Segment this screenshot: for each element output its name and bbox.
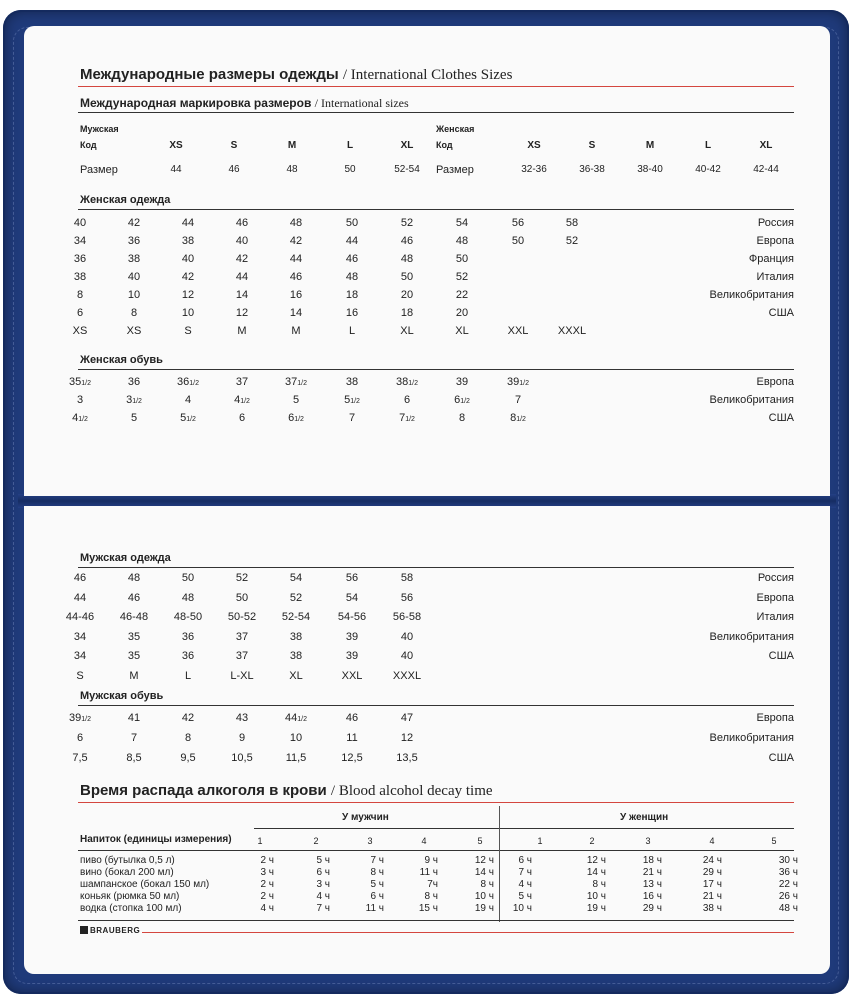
size-cell: 441/2 [285,712,307,724]
alcohol-col-women: 3 [645,836,651,846]
alcohol-women-value: 21 ч [642,867,662,878]
alcohol-women-value: 36 ч [778,867,798,878]
women-code: L [704,140,712,151]
size-cell: 11,5 [285,752,307,764]
size-cell: 35 [127,650,141,662]
alcohol-women-label: У женщин [620,812,669,823]
size-cell: 48-50 [173,611,203,623]
size-cell: 61/2 [454,394,470,406]
country-label: Европа [756,712,794,724]
size-cell: 42 [181,271,195,283]
women-code: S [588,140,596,151]
alcohol-women-value: 30 ч [778,855,798,866]
size-cell: 48 [455,235,469,247]
men-code: L [346,140,354,151]
size-cell: 38 [181,235,195,247]
size-cell: XXXL [392,669,422,682]
country-label: Россия [757,572,794,584]
subtitle-en: / International sizes [314,96,409,110]
size-cell: 6 [403,394,411,406]
alcohol-col-men: 1 [257,836,263,846]
size-cell: 46-48 [119,611,149,623]
size-cell: 7 [130,732,138,744]
alcohol-women-value: 19 ч [586,903,606,914]
size-cell: 50 [400,271,414,283]
men-shoes-title: Мужская обувь [80,690,164,702]
size-cell: 36 [181,630,195,643]
size-cell: 40 [181,253,195,265]
size-cell: 54-56 [337,611,367,623]
alcohol-drink-header: Напиток (единицы измерения) [80,834,232,845]
country-label: Великобритания [709,394,794,406]
size-cell: XXXL [557,325,587,337]
size-cell: 41/2 [234,394,250,406]
alcohol-bottom-rule [78,920,794,921]
size-cell: 7,5 [72,752,88,764]
alcohol-drink: вино (бокал 200 мл) [80,867,174,878]
country-label: США [768,752,794,764]
size-cell: 48 [345,271,359,283]
women-size: 32-36 [521,164,547,175]
size-cell: M [291,325,301,337]
size-cell: XS [126,325,142,337]
alcohol-men-value: 2 ч [260,855,274,866]
alcohol-drink: водка (стопка 100 мл) [80,903,182,914]
size-cell: 391/2 [69,712,91,724]
size-cell: 44 [181,217,195,229]
brand-logo [80,926,140,935]
alcohol-col-men: 2 [313,836,319,846]
men-size: 50 [344,164,356,175]
women-shoes-title: Женская обувь [80,354,163,366]
alcohol-women-value: 26 ч [778,891,798,902]
size-cell: 36 [127,376,141,388]
alcohol-men-value: 2 ч [260,891,274,902]
size-cell: 71/2 [399,412,415,424]
size-cell: 18 [400,307,414,319]
women-code: XL [759,140,773,151]
alcohol-men-value: 9 ч [424,855,438,866]
alcohol-women-value: 5 ч [518,891,532,902]
size-cell: 41/2 [72,412,88,424]
size-cell: 9 [238,732,246,744]
size-cell: 58 [565,217,579,229]
size-cell: 38 [127,253,141,265]
size-cell: 36 [73,253,87,265]
size-cell: 44 [289,253,303,265]
size-cell: 14 [235,289,249,301]
footer-rule [142,932,794,933]
alcohol-col-men: 4 [421,836,427,846]
alcohol-title-ru: Время распада алкоголя в крови [80,782,327,799]
alcohol-women-value: 13 ч [642,879,662,890]
alcohol-men-value: 6 ч [316,867,330,878]
size-cell: 43 [235,712,249,724]
country-label: Великобритания [709,732,794,744]
country-label: США [768,412,794,424]
women-shoes-table [24,26,830,496]
size-cell: S [184,325,192,337]
size-cell: 8 [130,307,138,319]
men-clothes-title: Мужская одежда [80,552,171,564]
size-cell: 37 [235,376,249,388]
alcohol-men-value: 5 ч [316,855,330,866]
alcohol-drink: коньяк (рюмка 50 мл) [80,891,180,902]
country-label: Великобритания [709,289,794,301]
alcohol-men-value: 2 ч [260,879,274,890]
bottom-page [24,506,830,974]
size-cell: 8 [76,289,84,301]
size-cell: 40 [235,235,249,247]
men-size: 48 [286,164,298,175]
size-cell: 56 [345,572,359,584]
alcohol-men-value: 19 ч [474,903,494,914]
alcohol-men-value: 10 ч [474,891,494,902]
alcohol-col-women: 5 [771,836,777,846]
size-cell: 40 [127,271,141,283]
alcohol-women-value: 10 ч [512,903,532,914]
size-cell: 48 [181,591,195,604]
size-cell: 40 [400,630,414,643]
size-cell: 34 [73,235,87,247]
size-cell: 8,5 [126,752,142,764]
men-code: M [287,140,297,151]
size-cell: 56 [511,217,525,229]
alcohol-men-value: 11 ч [365,903,384,914]
size-cell: 48 [400,253,414,265]
size-cell: S [76,669,84,682]
size-cell: 52 [289,591,303,604]
size-cell: 54 [455,217,469,229]
size-cell: 46 [345,253,359,265]
size-cell: M [237,325,247,337]
size-cell: 4 [184,394,192,406]
size-cell: 381/2 [396,376,418,388]
size-cell: L [184,669,192,682]
size-cell: 8 [458,412,466,424]
size-cell: 44 [73,591,87,604]
alcohol-women-value: 38 ч [702,903,722,914]
size-cell: 41 [127,712,141,724]
size-cell: 52 [400,217,414,229]
country-label: Франция [748,253,794,265]
alcohol-col-women: 2 [589,836,595,846]
size-cell: 38 [289,630,303,643]
country-label: Европа [756,591,794,604]
title-ru: Международные размеры одежды [80,66,339,83]
size-cell: M [129,669,139,682]
men-intl-label: Мужская [80,124,119,134]
women-code: M [645,140,655,151]
brand-text: BRAUBERG [90,926,141,935]
size-cell: 34 [73,630,87,643]
country-label: Великобритания [709,630,794,643]
size-cell: 56 [400,591,414,604]
alcohol-col-women: 4 [709,836,715,846]
size-cell: 22 [455,289,469,301]
size-cell: 13,5 [396,752,418,764]
men-code-label: Код [80,140,97,150]
size-cell: XL [400,325,414,337]
country-label: Италия [756,611,794,623]
men-code: XS [169,140,183,151]
size-cell: 61/2 [288,412,304,424]
alcohol-men-value: 8 ч [424,891,438,902]
alcohol-women-value: 16 ч [642,891,662,902]
size-cell: 58 [400,572,414,584]
size-cell: 42 [289,235,303,247]
size-cell: 10 [289,732,303,744]
size-cell: 371/2 [285,376,307,388]
size-cell: 52 [565,235,579,247]
size-cell: 46 [345,712,359,724]
alcohol-men-value: 7 ч [316,903,330,914]
country-label: Италия [756,271,794,283]
size-cell: 9,5 [180,752,196,764]
size-cell: 54 [345,591,359,604]
size-cell: XL [455,325,469,337]
alcohol-men-value: 3 ч [316,879,330,890]
alcohol-women-value: 29 ч [642,903,662,914]
size-cell: 44 [345,235,359,247]
size-cell: 3 [76,394,84,406]
size-cell: 81/2 [510,412,526,424]
size-cell: 48 [289,217,303,229]
alcohol-men-value: 4 ч [260,903,274,914]
size-cell: 10,5 [231,752,253,764]
alcohol-table [24,506,830,974]
size-cell: 47 [400,712,414,724]
alcohol-men-value: 15 ч [418,903,438,914]
size-cell: 12 [400,732,414,744]
size-cell: 42 [235,253,249,265]
size-cell: 51/2 [180,412,196,424]
size-cell: 34 [73,650,87,662]
alcohol-men-value: 14 ч [474,867,494,878]
size-cell: 6 [76,307,84,319]
size-cell: 36 [181,650,195,662]
alcohol-women-value: 21 ч [702,891,722,902]
size-cell: 20 [400,289,414,301]
alcohol-women-value: 48 ч [778,903,798,914]
alcohol-men-value: 11 ч [419,867,438,878]
women-size: 38-40 [637,164,663,175]
size-cell: XXL [341,669,363,682]
alcohol-women-value: 7 ч [518,867,532,878]
size-cell: 46 [73,572,87,584]
alcohol-men-value: 8 ч [370,867,384,878]
men-size-label: Размер [80,164,118,176]
alcohol-men-value: 6 ч [370,891,384,902]
alcohol-men-value: 4 ч [316,891,330,902]
women-size: 40-42 [695,164,721,175]
size-cell: 7 [514,394,522,406]
alcohol-women-value: 12 ч [586,855,606,866]
size-cell: 50 [235,591,249,604]
size-cell: 38 [345,376,359,388]
size-cell: XS [72,325,88,337]
size-cell: 50 [181,572,195,584]
size-cell: 50 [511,235,525,247]
size-cell: 10 [127,289,141,301]
size-cell: 50 [345,217,359,229]
size-cell: 38 [73,271,87,283]
top-page [24,26,830,496]
size-cell: 46 [289,271,303,283]
alcohol-men-value: 5 ч [370,879,384,890]
country-label: США [768,307,794,319]
size-cell: 50-52 [227,611,257,623]
size-cell: 7 [348,412,356,424]
size-cell: 16 [345,307,359,319]
country-label: США [768,650,794,662]
size-cell: 48 [127,572,141,584]
alcohol-men-value: 7ч [427,879,438,890]
alcohol-women-value: 24 ч [702,855,722,866]
size-cell: 38 [289,650,303,662]
size-cell: 12,5 [341,752,363,764]
size-cell: 6 [238,412,246,424]
alcohol-col-men: 3 [367,836,373,846]
size-cell: 5 [130,412,138,424]
subtitle-ru: Международная маркировка размеров [80,96,312,110]
size-cell: 39 [455,376,469,388]
alcohol-drink: шампанское (бокал 150 мл) [80,879,210,890]
size-cell: 20 [455,307,469,319]
country-label: Европа [756,376,794,388]
alcohol-women-value: 6 ч [518,855,532,866]
size-cell: 51/2 [344,394,360,406]
men-size: 46 [228,164,240,175]
size-cell: 12 [181,289,195,301]
size-cell: 31/2 [126,394,142,406]
size-cell: 54 [289,572,303,584]
women-code: XS [527,140,541,151]
alcohol-title-en: / Blood alcohol decay time [330,783,493,799]
alcohol-women-value: 8 ч [592,879,606,890]
size-cell: 46 [235,217,249,229]
size-cell: 46 [127,591,141,604]
size-cell: XXL [507,325,529,337]
men-code: S [230,140,238,151]
size-cell: 8 [184,732,192,744]
alcohol-women-value: 17 ч [702,879,722,890]
size-cell: 10 [181,307,195,319]
alcohol-men-label: У мужчин [342,812,389,823]
size-cell: L-XL [230,669,254,682]
alcohol-women-value: 22 ч [778,879,798,890]
alcohol-men-value: 7 ч [370,855,384,866]
size-cell: 12 [235,307,249,319]
women-clothes-title: Женская одежда [80,194,171,206]
size-cell: 11 [346,732,358,744]
alcohol-women-value: 14 ч [586,867,606,878]
size-cell: 16 [289,289,303,301]
size-cell: 40 [73,217,87,229]
size-cell: 42 [127,217,141,229]
size-cell: 42 [181,712,195,724]
size-cell: 361/2 [177,376,199,388]
size-cell: 36 [127,235,141,247]
men-size: 44 [170,164,182,175]
size-cell: 37 [235,630,249,643]
women-code-label: Код [436,140,453,150]
size-cell: 52 [455,271,469,283]
size-cell: XL [289,669,303,682]
size-cell: 46 [400,235,414,247]
women-size-label: Размер [436,164,474,176]
size-cell: L [348,325,356,337]
size-cell: 44-46 [65,611,95,623]
size-cell: 39 [345,650,359,662]
size-cell: 35 [127,630,141,643]
title-en: / International Clothes Sizes [342,67,513,83]
alcohol-men-value: 12 ч [474,855,494,866]
alcohol-col-men: 5 [477,836,483,846]
women-intl-label: Женская [436,124,475,134]
alcohol-women-value: 18 ч [642,855,662,866]
size-cell: 6 [76,732,84,744]
alcohol-men-value: 3 ч [260,867,274,878]
country-label: Европа [756,235,794,247]
size-cell: 40 [400,650,414,662]
alcohol-drink: пиво (бутылка 0,5 л) [80,855,175,866]
country-label: Россия [757,217,794,229]
size-cell: 39 [345,630,359,643]
women-size: 36-38 [579,164,605,175]
size-cell: 5 [292,394,300,406]
alcohol-women-value: 10 ч [586,891,606,902]
size-cell: 391/2 [507,376,529,388]
men-size: 52-54 [394,164,420,175]
size-cell: 50 [455,253,469,265]
alcohol-women-value: 29 ч [702,867,722,878]
men-code: XL [400,140,414,151]
size-cell: 14 [289,307,303,319]
size-cell: 52 [235,572,249,584]
size-cell: 56-58 [392,611,422,623]
alcohol-men-value: 8 ч [480,879,494,890]
size-cell: 351/2 [69,376,91,388]
alcohol-women-value: 4 ч [518,879,532,890]
size-cell: 44 [235,271,249,283]
alcohol-col-women: 1 [537,836,543,846]
size-cell: 18 [345,289,359,301]
size-cell: 52-54 [281,611,311,623]
women-size: 42-44 [753,164,779,175]
size-cell: 37 [235,650,249,662]
